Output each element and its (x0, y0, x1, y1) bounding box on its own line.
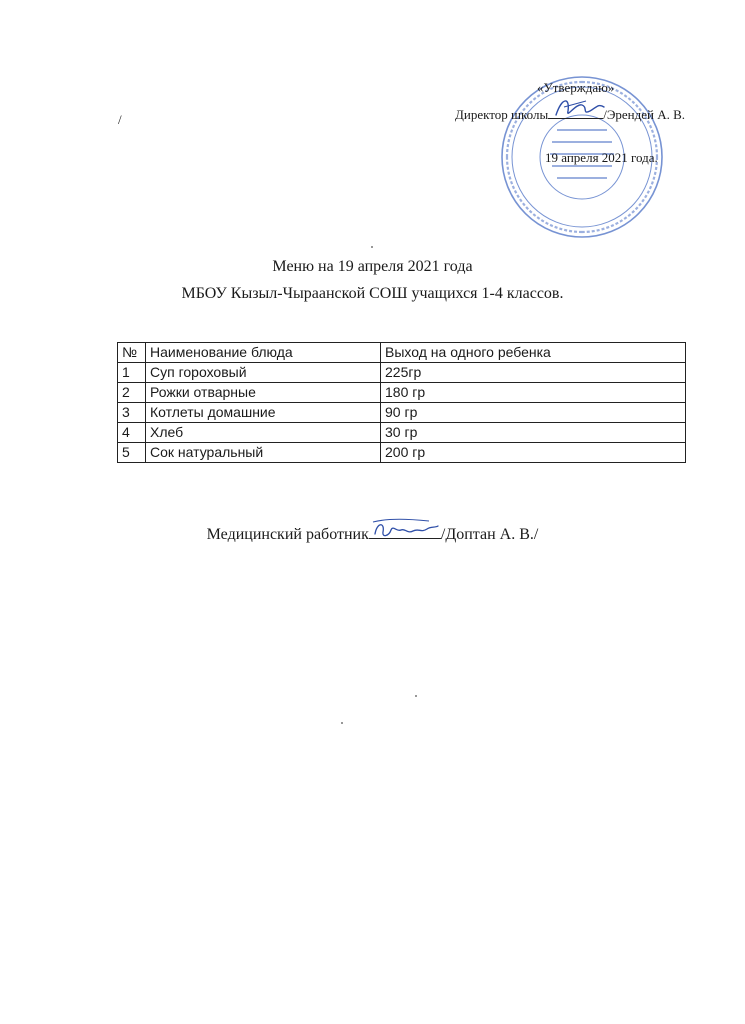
row-portion: 200 гр (381, 443, 686, 463)
row-dish: Котлеты домашние (146, 403, 381, 423)
row-number: 4 (118, 423, 146, 443)
menu-title: Меню на 19 апреля 2021 года (272, 258, 473, 275)
row-dish: Хлеб (146, 423, 381, 443)
row-portion: 180 гр (381, 383, 686, 403)
row-number: 3 (118, 403, 146, 423)
scan-speck (371, 246, 373, 248)
medical-signature (369, 516, 441, 542)
row-portion: 30 гр (381, 423, 686, 443)
director-name: /Эрендей А. В. (603, 107, 686, 122)
row-number: 5 (118, 443, 146, 463)
row-portion: 90 гр (381, 403, 686, 423)
row-dish: Рожки отварные (146, 383, 381, 403)
table-row (118, 363, 686, 383)
school-subtitle: МБОУ Кызыл-Чыраанской СОШ учащихся 1-4 классов. (181, 285, 564, 302)
scan-speck (341, 722, 343, 724)
medical-name: /Доптан А. В./ (440, 526, 539, 543)
row-number: 1 (118, 363, 146, 383)
director-signature (552, 93, 607, 123)
scan-speck (415, 695, 417, 697)
approval-date: 19 апреля 2021 года. (545, 150, 658, 165)
row-dish: Суп гороховый (146, 363, 381, 383)
header-portion: Выход на одного ребенка (381, 343, 686, 363)
table-row (118, 443, 686, 463)
stray-mark: / (118, 112, 122, 127)
table-header-row (118, 343, 686, 363)
medical-label: Медицинский работник (206, 526, 369, 543)
table-row (118, 423, 686, 443)
header-number: № (118, 343, 146, 363)
director-label: Директор школы (455, 107, 549, 122)
row-portion: 225гр (381, 363, 686, 383)
table-row (118, 403, 686, 423)
medical-signature-line (369, 524, 441, 539)
medical-worker-line (0, 524, 745, 544)
menu-table (117, 342, 686, 463)
approval-heading: «Утверждаю» (537, 80, 615, 95)
header-dish: Наименование блюда (146, 343, 381, 363)
row-dish: Сок натуральный (146, 443, 381, 463)
table-row (118, 383, 686, 403)
row-number: 2 (118, 383, 146, 403)
